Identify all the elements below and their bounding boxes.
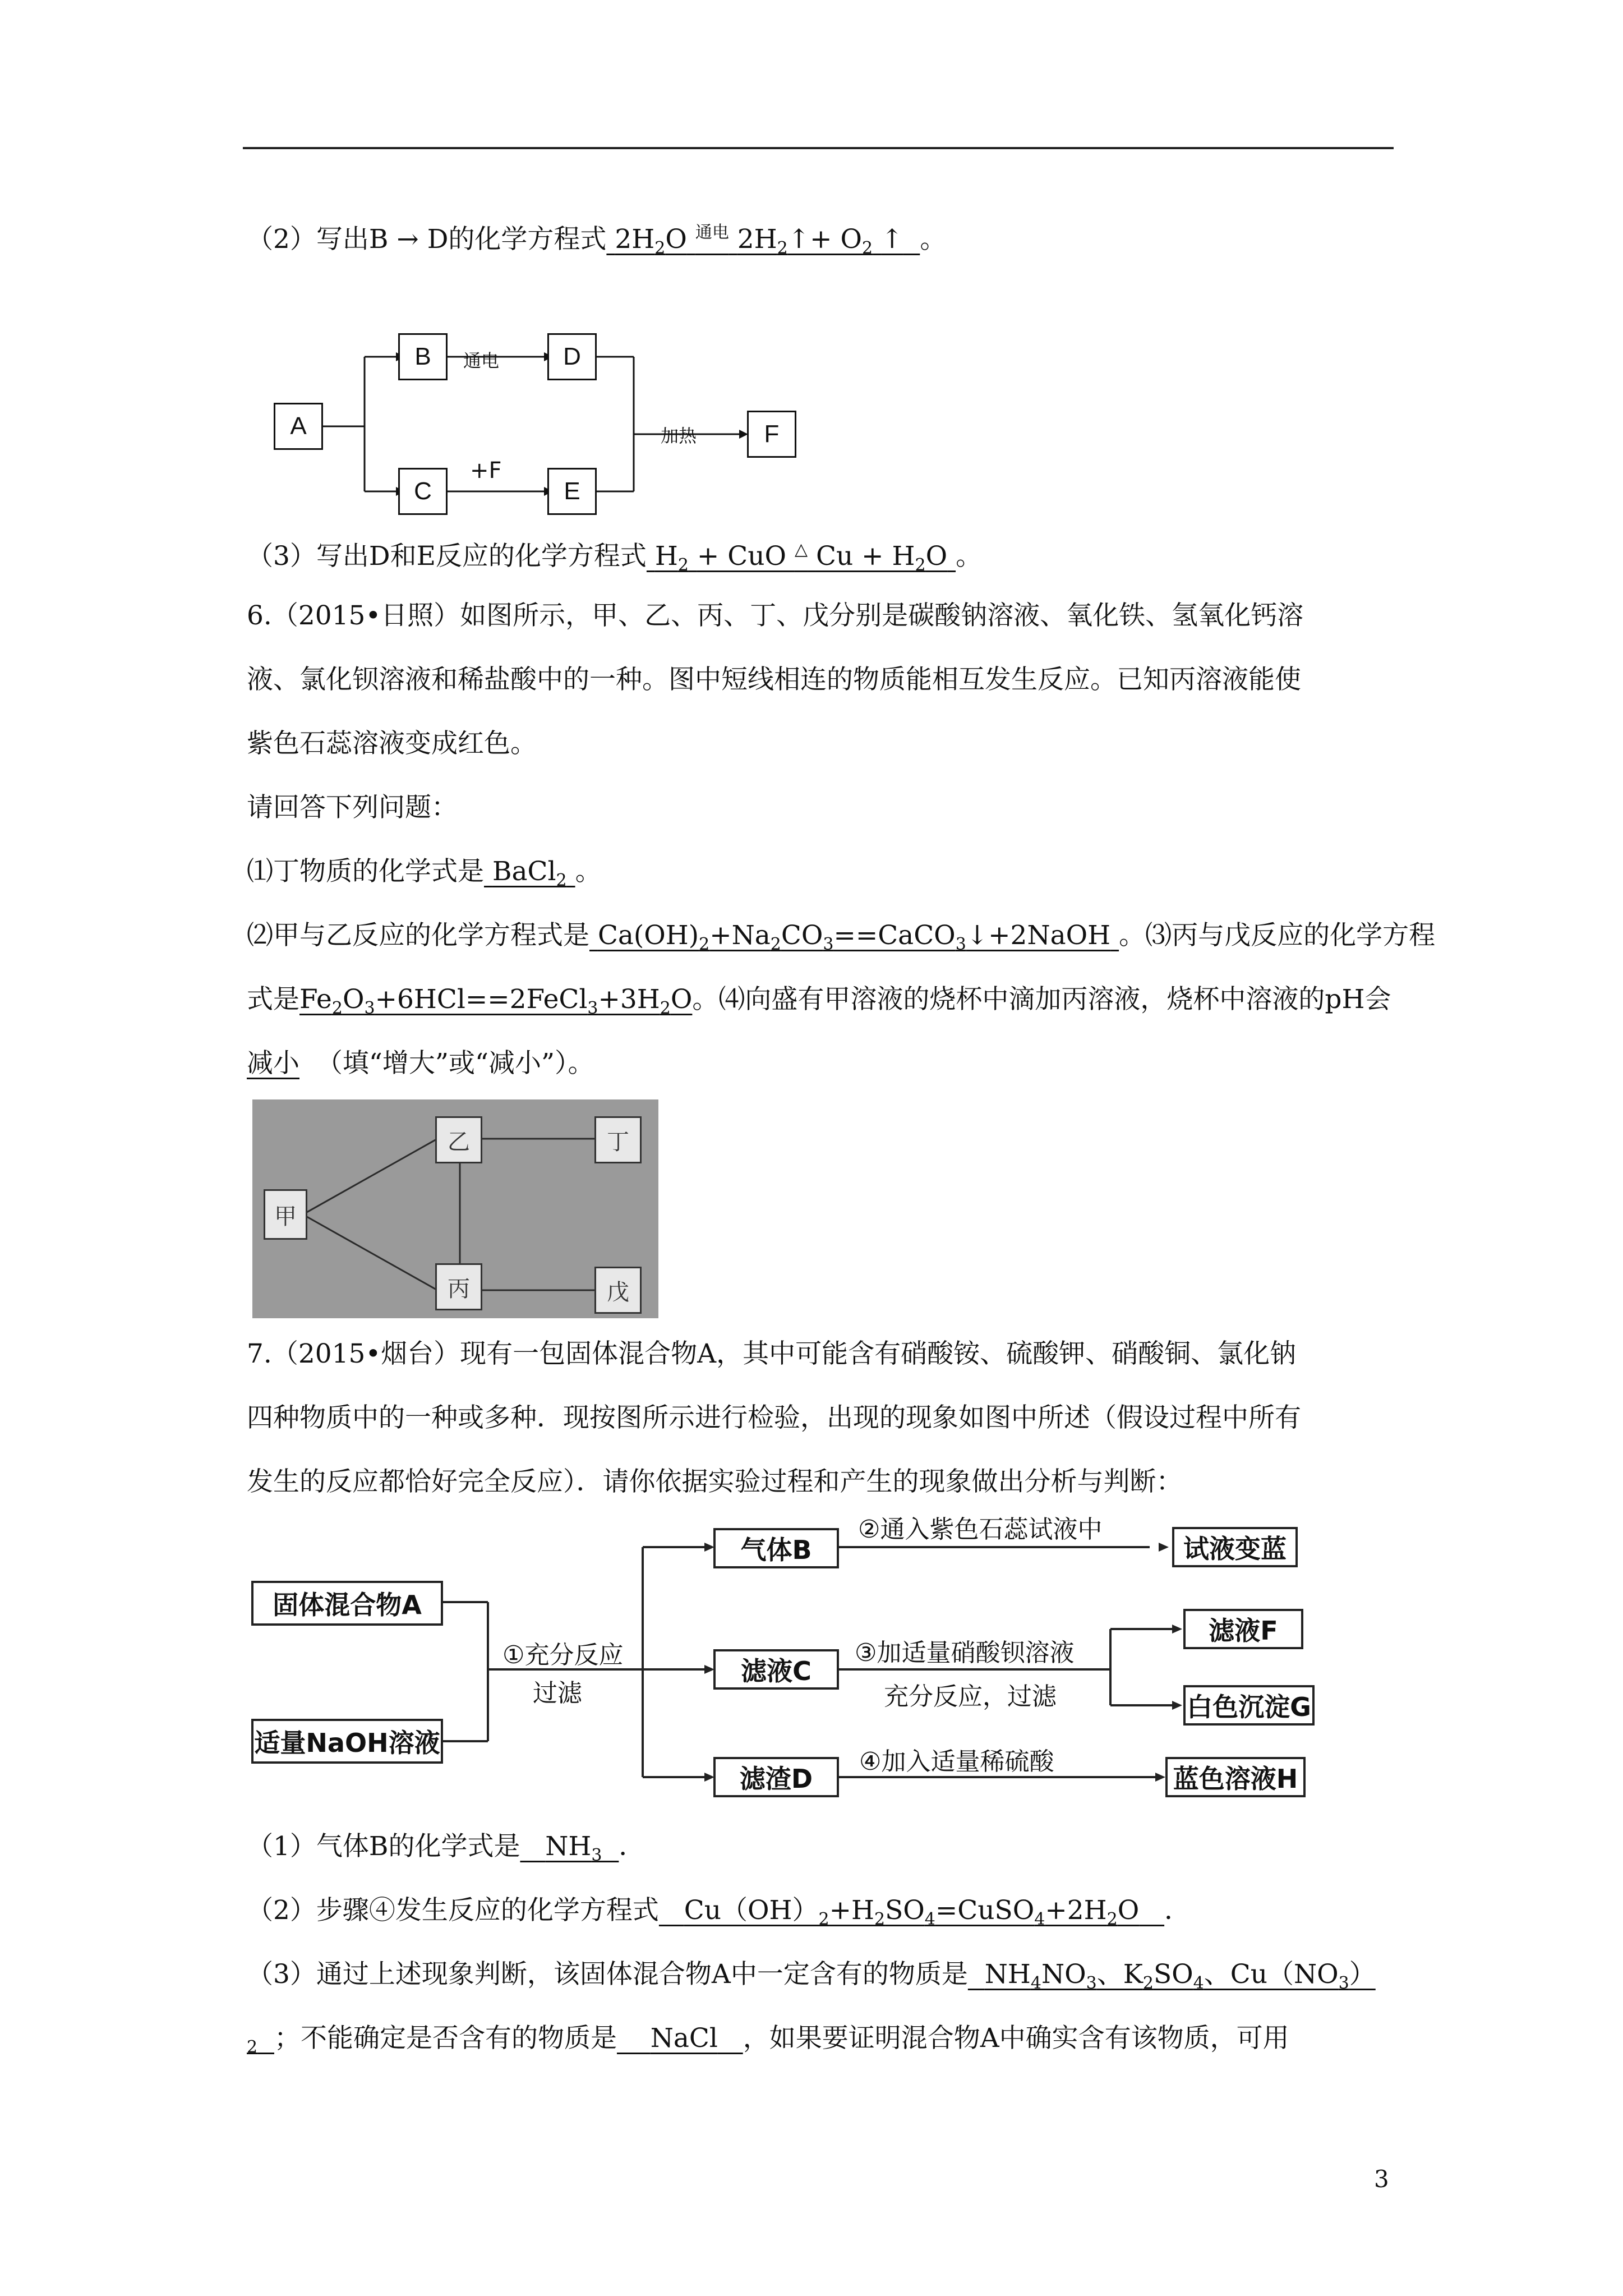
node-yi: 乙 <box>435 1116 482 1163</box>
node-ding: 丁 <box>594 1116 642 1163</box>
q7-line1: 7.（2015•烟台）现有一包固体混合物A，其中可能含有硝酸铵、硫酸钾、硝酸铜、氯化钠 <box>247 1338 1297 1369</box>
flow-filtrate-f: 滤液F <box>1183 1609 1303 1649</box>
label-ce: +F <box>470 458 502 484</box>
q7-sub3: （3）通过上述现象判断，该固体混合物A中一定含有的物质是 $NH_4NO_3$、$K_2SO_4$、$Cu(NO_3)$ <box>247 1959 1376 1993</box>
flow-step4: ④加入适量稀硫酸 <box>859 1747 1054 1776</box>
label-def: 加热 <box>661 425 697 447</box>
flow-step1a: ①充分反应 <box>502 1641 624 1669</box>
q7-sub2: （2）步骤④发生反应的化学方程式 $Cu(OH)_2+H_2SO_4=CuSO_4+2H_2O$ ． <box>247 1895 1191 1929</box>
q6-line3: 紫色石蕊溶液变成红色。 <box>247 728 537 759</box>
q6-sub3: 式是$Fe_2O_3+6HCl==2FeCl_3+3H_2O$。⑷向盛有甲溶液的烧杯中滴加丙溶液，烧杯中溶液的pH会 <box>247 984 1391 1018</box>
flow-filtrate-c: 滤液C <box>713 1649 839 1690</box>
node-c: C <box>398 468 448 515</box>
flow-step3b: 充分反应，过滤 <box>884 1682 1057 1711</box>
flow-step1b: 过滤 <box>533 1679 582 1708</box>
q7-sub4: $_2$ ；不能确定是否含有的物质是 NaCl ，如果要证明混合物A中确实含有该物质，可用 <box>247 2023 1289 2057</box>
flow-solution-h: 蓝色溶液H <box>1165 1757 1306 1797</box>
q6-line2: 液、氯化钡溶液和稀盐酸中的一种。图中短线相连的物质能相互发生反应。已知丙溶液能使 <box>247 664 1301 695</box>
q5-part2: （2）写出B → D的化学方程式 $2H_2O$ $^{通电}$ $2H_2↑+ O_2$ ↑ 。 <box>247 223 947 258</box>
flow-precipitate-g: 白色沉淀G <box>1183 1685 1315 1726</box>
q7-sub1: （1）气体B的化学式是 $NH_3$ ． <box>247 1831 645 1865</box>
node-e: E <box>547 468 597 515</box>
flow-gas-b: 气体B <box>713 1528 839 1568</box>
q6-sub2: ⑵甲与乙反应的化学方程式是 $Ca(OH)_2+Na_2CO_3==CaCO_3↓+2NaOH$ 。⑶丙与戊反应的化学方程 <box>247 920 1436 954</box>
node-d: D <box>547 333 597 380</box>
q5-part3: （3）写出D和E反应的化学方程式 $H_2$ + CuO △ $Cu + H_2O$ 。 <box>247 540 983 575</box>
node-f: F <box>747 411 796 458</box>
node-a: A <box>274 403 323 450</box>
node-wu: 戊 <box>594 1267 642 1314</box>
q6-line1: 6.（2015•日照）如图所示，甲、乙、丙、丁、戊分别是碳酸钠溶液、氧化铁、氢氧化钙溶 <box>247 600 1304 631</box>
flow-naoh: 适量NaOH溶液 <box>251 1719 443 1764</box>
page-number: 3 <box>1374 2165 1389 2193</box>
q6-sub4: 减小 （填“增大”或“减小”）。 <box>247 1048 594 1079</box>
flow-step3a: ③加适量硝酸钡溶液 <box>855 1639 1075 1667</box>
node-jia: 甲 <box>264 1189 307 1240</box>
q6-sub1: ⑴丁物质的化学式是 BaCl$_2$ 。 <box>247 856 602 890</box>
flow-solid-a: 固体混合物A <box>251 1581 443 1626</box>
q7-line3: 发生的反应都恰好完全反应）．请你依据实验过程和产生的现象做出分析与判断： <box>247 1466 1183 1497</box>
flow-result-blue: 试液变蓝 <box>1172 1527 1298 1567</box>
flow-residue-d: 滤渣D <box>713 1757 839 1797</box>
label-bd: 通电 <box>463 350 500 371</box>
node-b: B <box>398 333 448 380</box>
q6-line4: 请回答下列问题： <box>247 792 458 823</box>
q7-line2: 四种物质中的一种或多种．现按图所示进行检验，出现的现象如图中所述（假设过程中所有 <box>247 1402 1301 1433</box>
node-bing: 丙 <box>435 1263 482 1310</box>
flow-step2: ②通入紫色石蕊试液中 <box>858 1515 1103 1544</box>
